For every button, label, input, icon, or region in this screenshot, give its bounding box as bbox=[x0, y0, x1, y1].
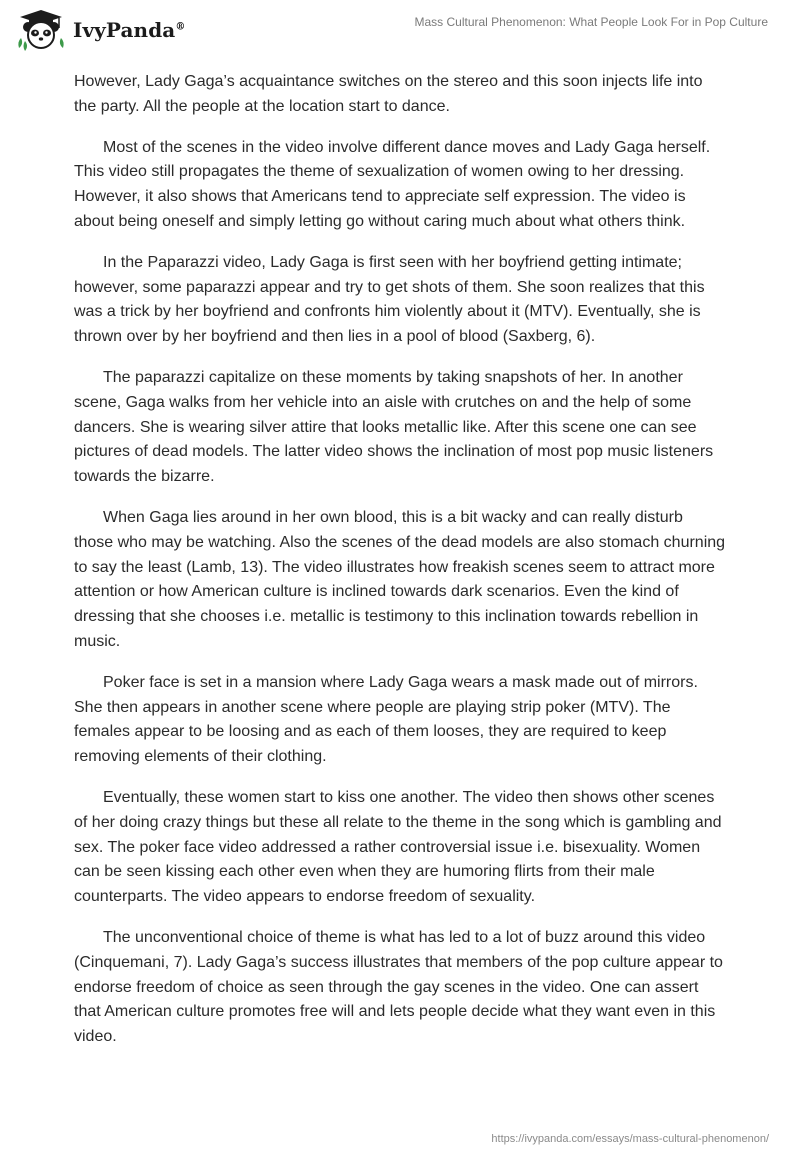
page-header bbox=[0, 0, 800, 60]
paragraph-2: Most of the scenes in the video involve different dance moves and Lady Gaga herself. This video still propagates the theme of sexualization of women owing to her dressing. However, it also shows that Americans tend to appreciate self expression. The video is about being oneself and simply letting go without caring much about what others think. bbox=[74, 138, 711, 230]
paragraph-7: Eventually, these women start to kiss one another. The video then shows other scenes of her doing crazy things but these all relate to the theme in the song which is gambling and sex. The poker face video addressed a rather controversial issue i.e. bisexuality. Women can be seen kissing each other even when they are humoring flirts from their male counterparts. The video appears to endorse freedom of sexuality. bbox=[74, 788, 722, 906]
brand-name: IvyPanda® bbox=[73, 18, 186, 42]
paragraph-3: In the Paparazzi video, Lady Gaga is first seen with her boyfriend getting intimate; however, some paparazzi appear and try to get shots of them. She soon realizes that this was a trick by her boyfriend and confronts him violently about it (MTV). Eventually, she is thrown over by her boyfriend and then lies in a pool of blood (Saxberg, 6). bbox=[74, 253, 705, 346]
paragraph-6: Poker face is set in a mansion where Lady Gaga wears a mask made out of mirrors. She then appears in another scene where people are playing strip poker (MTV). The females appear to be loosing and as each of them looses, they are required to keep removing elements of their clothing. bbox=[74, 673, 698, 766]
document-title: Mass Cultural Phenomenon: What People Look For in Pop Culture bbox=[414, 15, 768, 29]
panda-graduate-icon bbox=[15, 8, 67, 52]
ivypanda-logo[interactable] bbox=[15, 8, 185, 52]
paragraph-8: The unconventional choice of theme is what has led to a lot of buzz around this video (Cinquemani, 7). Lady Gaga’s success illustrates that members of the pop culture appear to endorse freedom of choice as seen through the gay scenes in the video. One can assert that American culture promotes free will and lets people decide what they want even in this video. bbox=[74, 928, 723, 1046]
source-url-link[interactable]: https://ivypanda.com/essays/mass-cultural-phenomenon/ bbox=[491, 1133, 769, 1145]
paragraph-4: The paparazzi capitalize on these moments by taking snapshots of her. In another scene, Gaga walks from her vehicle into an aisle with crutches on and the help of some dancers. She is wearing silver attire that looks metallic like. After this scene one can see pictures of dead models. The latter video shows the inclination of most pop music listeners towards the bizarre. bbox=[74, 368, 714, 486]
essay-body bbox=[74, 70, 726, 1066]
paragraph-5: When Gaga lies around in her own blood, this is a bit wacky and can really disturb those who may be watching. Also the scenes of the dead models are also stomach churning to say the least (Lamb, 13). The video illustrates how freakish scenes seem to attract more attention or how American culture is inclined towards dark scenarios. Even the kind of dressing that she chooses i.e. metallic is testimony to this inclination towards rebellion in music. bbox=[74, 508, 726, 650]
paragraph-1: However, Lady Gaga’s acquaintance switches on the stereo and this soon injects life into the party. All the people at the location start to dance. bbox=[74, 73, 703, 115]
